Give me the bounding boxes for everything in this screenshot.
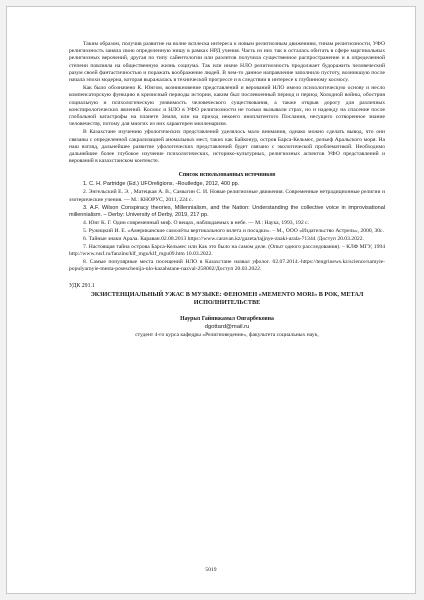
reference-item-6: 6. Тайные знаки Арала. Караван.02.08.2013 https://www.caravan.kz/gazeta/tajjnye-znaki-arala-71344 /Доступ 20.03.2022. xyxy=(83,235,364,242)
reference-item-1: 1. C. H. Partridge (Ed.) UFOreligions. -Routledge, 2012, 400 pp. xyxy=(83,181,240,188)
article-title: ЭКЗИСТЕНЦИАЛЬНЫЙ УЖАС В МУЗЫКЕ: ФЕНОМЕН «MEMENTO MORI» В РОК, МЕТАЛ ИСПОЛНИТЕЛЬСТВЕ xyxy=(90,290,364,306)
reference-item-8: 8. Самые популярные места посещений НЛО в Казахстане назвал уфолог. 02.07.2014.-https://tengrinews.kz/science/samyie-populyarnyie-mesta-poseschenija-nlo-kazahstane-nazval-258002/Доступ 20.03.2022. xyxy=(69,259,385,273)
document-page xyxy=(6,6,416,594)
author-email-link[interactable]: dgottard@mail.ru xyxy=(204,323,250,330)
page-content xyxy=(69,41,385,339)
body-paragraph-3: В Казахстане изучению уфологических представлений уделялось мало внимания, однако можно сделать вывод, что они связаны с определенной сакрализацией аномальных мест, таких как Байконур, остров Барса-Кельмес, рельеф Аральского моря. На наш взгляд, дальнейшее развитие уфологических представлений будет связано с экологической проблематикой. Необходимо дальнейшее более глубокое изучение психологических, историко-культурных, религиозных аспектов УФО представлений и верований в казахстанском контексте. xyxy=(69,129,385,165)
author-name: Наурыз Гайнижамал Онгарбековна xyxy=(180,315,274,322)
reference-item-3: 3. A.F. Wilson Conspiracy theories, Millennialism, and the Nation: Understanding the collective voice in improvisational millennialism. – Derby: University of Derby, 2019, 217 pp. xyxy=(69,204,385,219)
reference-item-5: 5. Ружицкий И. Е. «Американские самолёты вертикального взлета и посадки». – М., ООО «Издательство Астрель», 2000, 30с. xyxy=(83,227,384,234)
body-paragraph-1: Таким образом, получив развитие на волне всплеска интереса к новым религиозным движениям, тинам религиозности, УФО религиозность заняла свою определенную нишу в рамках НРД учения. Часть из них так и осталась обитать в сфере маргинальных религиозных верочений, другая по типу сайентологии или раэлитов получила существенное распространение и в определенной степени повлияла на общественную жизнь социума. Так или иначе НЛО религиозность продолжает будоражить человеческий разум своей фантастичностью и поражать воображение людей. В чем-то данное направление заполнило пустоту, возникшую после начала эпохи модерна, которая выражалась в технической прогрессе и в следствии в интересе к глубинному космосу. xyxy=(69,41,385,84)
reference-item-4: 4. Юнг К. Г. Один современный миф. О вещах, наблюдаемых в небе. — М.: Наука, 1993, 192 с. xyxy=(83,219,310,226)
udc-code: УДК 291.1 xyxy=(69,282,95,289)
author-affiliation: студент 4-го курса кафедры «Религиоведение», факультета социальных наук, xyxy=(135,331,319,338)
references-heading: Список использованных источников xyxy=(178,172,276,179)
reference-item-2: 2. Энгельский Е. Э. , Матецкая А. В., Самыгин С. И. Новые религиозные движения. Современные нетрадиционные религии и эзотерические учения. — М.: КНОРУС, 2011, 224 с. xyxy=(69,189,385,203)
body-paragraph-2: Как было обозначено К. Юнгом, возникновение представлений и верований НЛО имело психологическую основу и несло компенсаторскую функцию в кризисный периоды истории, каким был послевоенный период и период Холодной войны, обострия социальную и психологическую уязвимость человеческого существования, а также открыв дорогу для различных конспирологических явлений. Космос и НЛО в УФО религиозности не только вызывали страх, но и надежду на спасение после глобальной катастрофы на планете Земля, или на приход некоего иноплатентого Послания, несущего сотворенное знание человечеству, потому для многих из них характерен милленаризм. xyxy=(69,85,385,128)
reference-item-7: 7. Настоящая тайна острова Барса-Кельмес или Как это было на самом деле. (Опыт одного расследования). – КЛФ МГУ, 1994 http://www.rusf.ru/fanzins/klf_mgu/klf_mgu09.htm 10.03.2022. xyxy=(69,243,385,258)
page-number: 5019 xyxy=(205,567,217,573)
